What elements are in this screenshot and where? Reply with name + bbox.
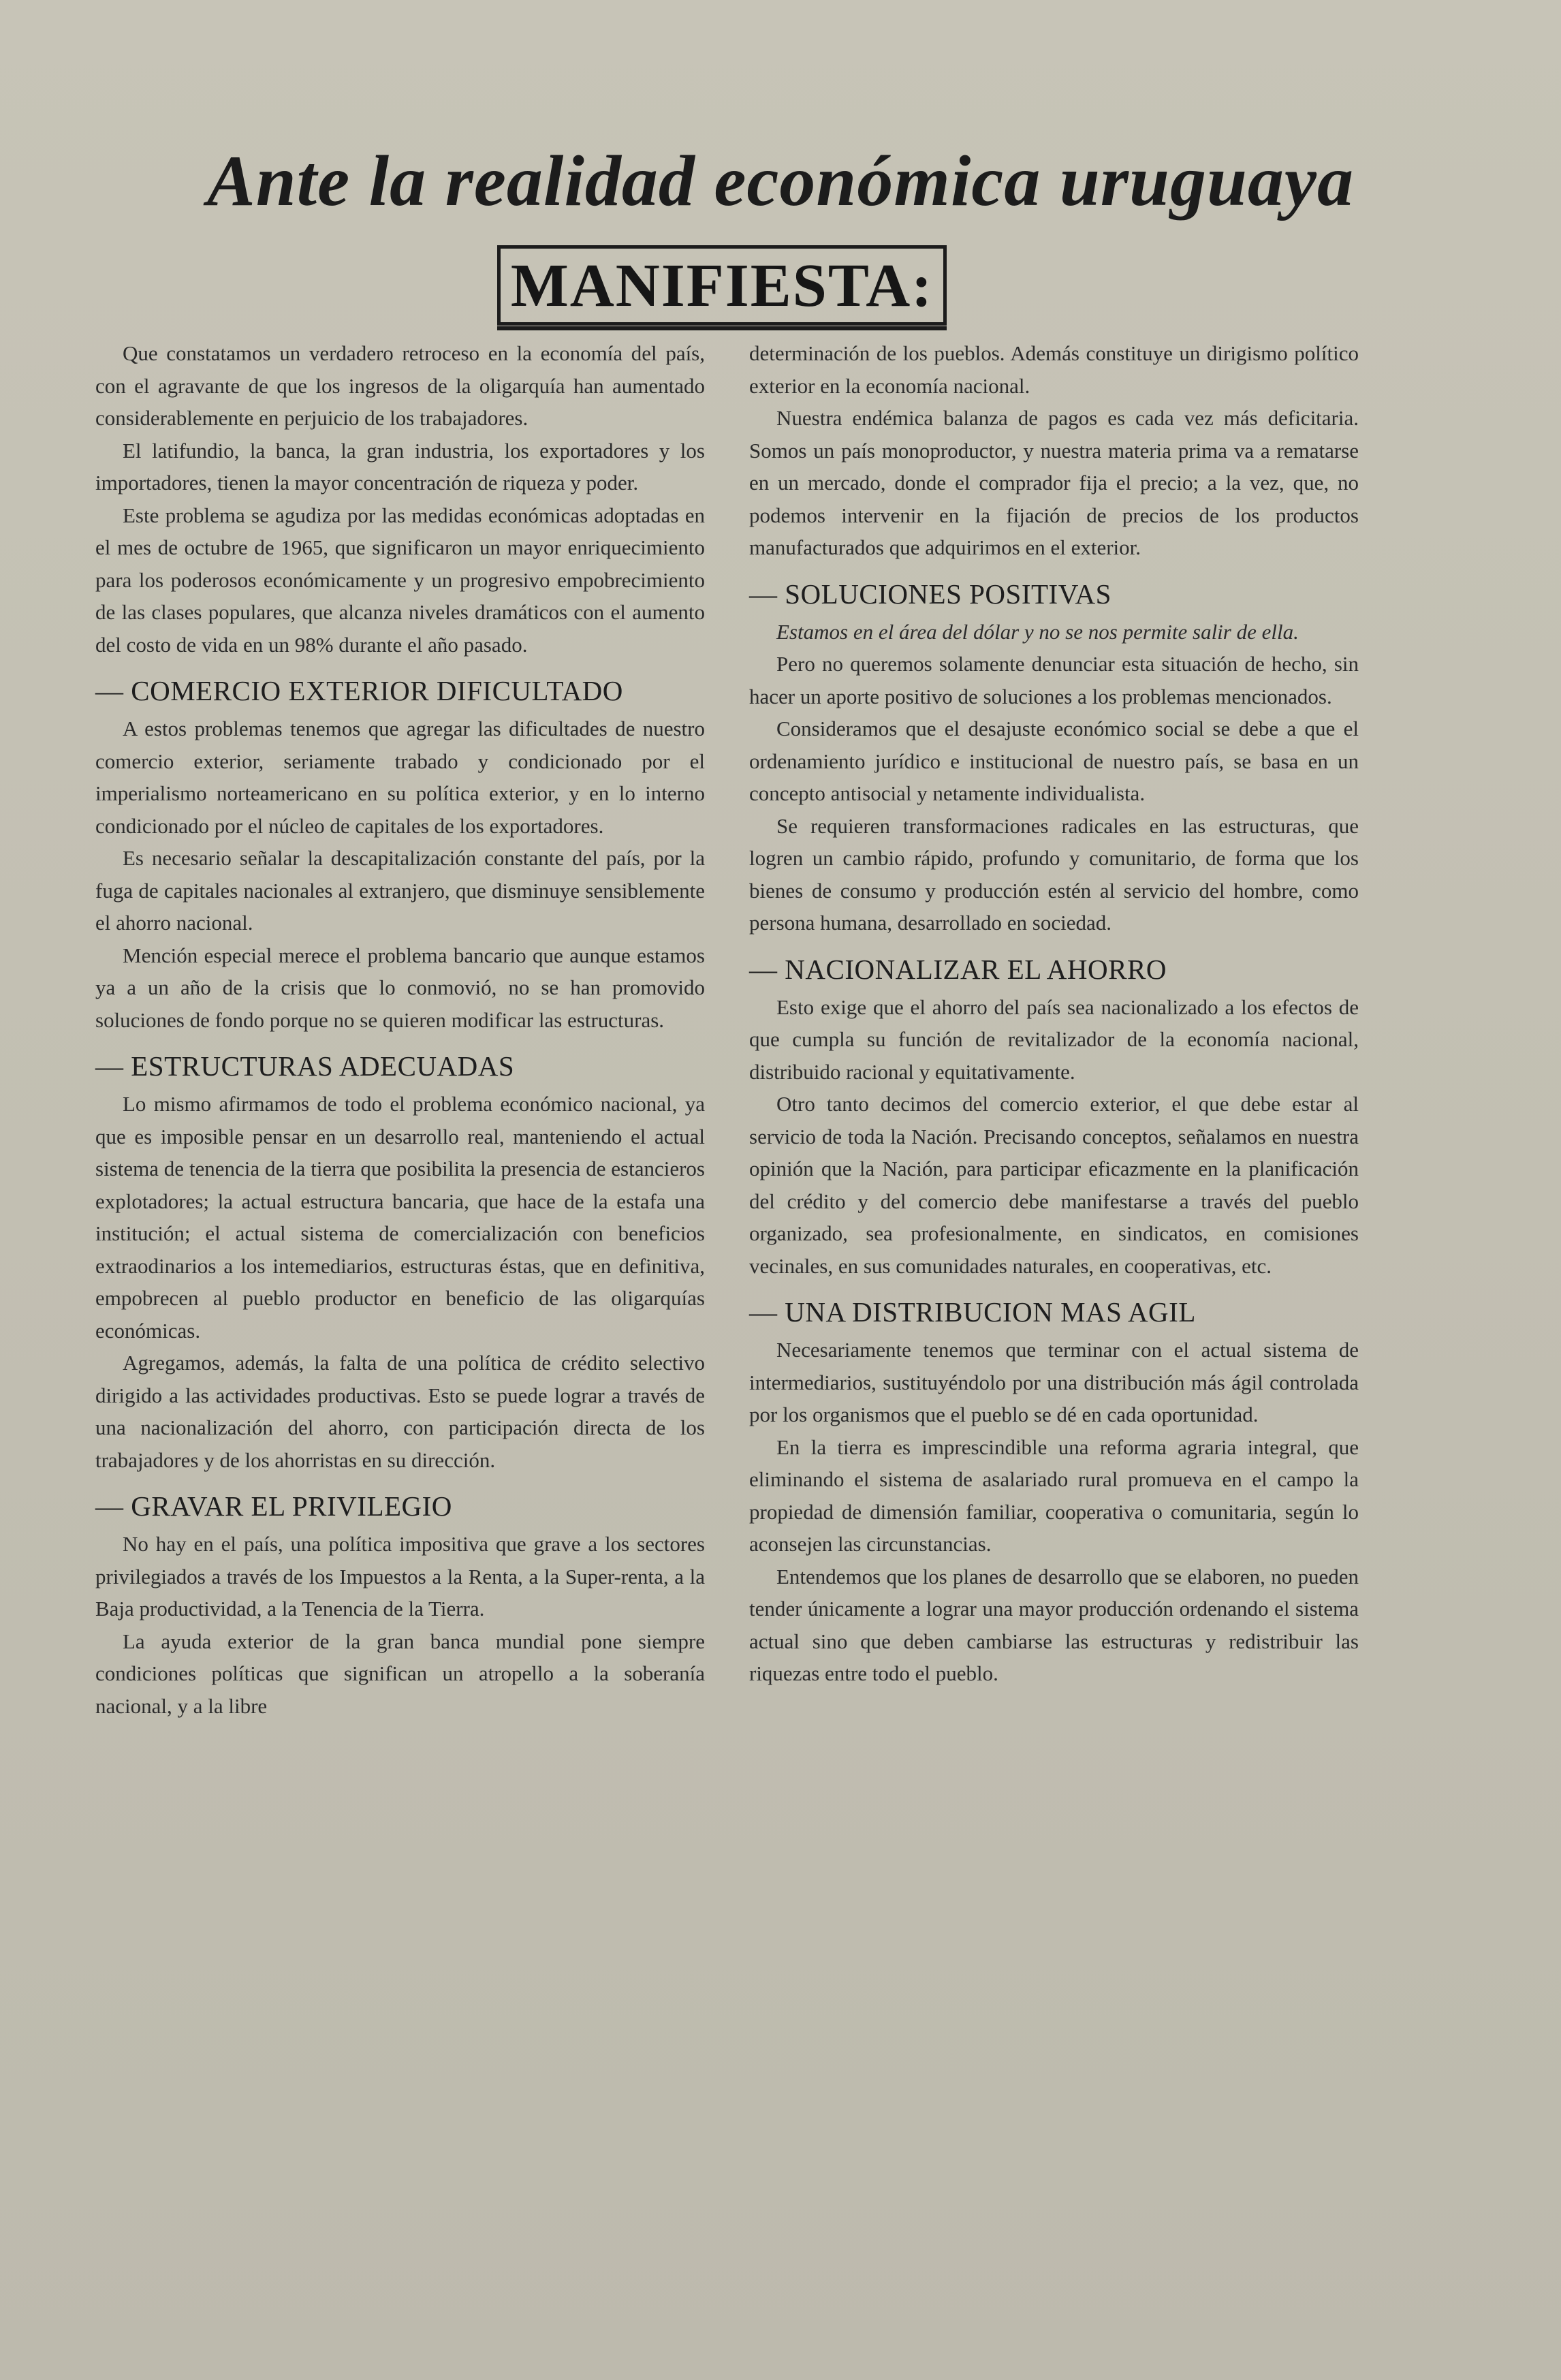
paragraph: Consideramos que el desajuste económico social se debe a que el ordenamiento jurídico e institucional de nuestro país, se basa en un concepto antisocial y netamente individualista. [749,717,1359,805]
right-column [749,337,1359,1690]
paragraph: determinación de los pueblos. Además constituye un dirigismo político exterior en la economía nacional. [749,341,1359,398]
paragraph: Pero no queremos solamente denunciar esta situación de hecho, sin hacer un aporte positivo de soluciones a los problemas mencionados. [749,652,1359,708]
paragraph: Que constatamos un verdadero retroceso en la economía del país, con el agravante de que los ingresos de la oligarquía han aumentado considerablemente en perjuicio de los trabajadores. [95,341,705,430]
section-heading-soluciones-positivas: — SOLUCIONES POSITIVAS [749,578,1111,610]
manifiesta-banner: MANIFIESTA: [497,245,947,326]
paragraph: Otro tanto decimos del comercio exterior, el que debe estar al servicio de toda la Nación. Precisando conceptos, señalamos en nuestra opinión que la Nación, para participar eficazmente en la planificación del crédito y del comercio debe manifestarse a través del pueblo organizado, sea profesionalmente, en sindicatos, en comisiones vecinales, en sus comunidades naturales, en cooperativas, etc. [749,1092,1359,1278]
paragraph: Entendemos que los planes de desarrollo que se elaboren, no pueden tender únicamente a lograr una mayor producción ordenando el sistema actual sino que deben cambiarse las estructuras y redistribuir las riquezas entre todo el pueblo. [749,1564,1359,1685]
section-heading-comercio-exterior: — COMERCIO EXTERIOR DIFICULTADO [95,675,623,706]
paragraph: A estos problemas tenemos que agregar las dificultades de nuestro comercio exterior, seriamente trabado y condicionado por el imperialismo norteamericano en su política exterior, y en lo interno condicionado por el núcleo de capitales de los exportadores. [95,717,705,838]
paragraph: Nuestra endémica balanza de pagos es cada vez más deficitaria. Somos un país monoproductor, y nuestra materia prima va a rematarse en un mercado, donde el comprador fija el precio; a la vez, que, no podemos intervenir en la fijación de precios de los productos manufacturados que adquirimos en el exterior. [749,406,1359,559]
paragraph: No hay en el país, una política impositiva que grave a los sectores privilegiados a través de los Impuestos a la Renta, a la Super-renta, a la Baja productividad, a la Tenencia de la Tierra. [95,1532,705,1620]
section-heading-distribucion-agil: — UNA DISTRIBUCION MAS AGIL [749,1296,1196,1328]
paragraph: En la tierra es imprescindible una reforma agraria integral, que eliminando el sistema de asalariado rural promueva en el campo la propiedad de dimensión familiar, cooperativa o comunitaria, según lo aconsejen las circunstancias. [749,1435,1359,1556]
paragraph: Se requieren transformaciones radicales en las estructuras, que logren un cambio rápido, profundo y comunitario, de forma que los bienes de consumo y producción estén al servicio del hombre, como persona humana, desarrollado en sociedad. [749,813,1359,935]
paragraph: Esto exige que el ahorro del país sea nacionalizado a los efectos de que cumpla su función de revitalizador de la economía nacional, distribuido racional y equitativamente. [749,995,1359,1084]
paragraph: Necesariamente tenemos que terminar con el actual sistema de intermediarios, sustituyéndolo por una distribución más ágil controlada por los organismos que el pueblo se dé en cada oportunidad. [749,1338,1359,1426]
section-heading-gravar-privilegio: — GRAVAR EL PRIVILEGIO [95,1490,452,1522]
section-heading-estructuras-adecuadas: — ESTRUCTURAS ADECUADAS [95,1050,515,1082]
paragraph: El latifundio, la banca, la gran industria, los exportadores y los importadores, tienen la mayor concentración de riqueza y poder. [95,438,705,495]
paragraph: Es necesario señalar la descapitalización constante del país, por la fuga de capitales nacionales al extranjero, que disminuye sensiblemente el ahorro nacional. [95,846,705,935]
paragraph: La ayuda exterior de la gran banca mundial pone siempre condiciones políticas que significan un atropello a la soberanía nacional, y a la libre [95,1629,705,1718]
paragraph: Lo mismo afirmamos de todo el problema económico nacional, ya que es imposible pensar en un desarrollo real, manteniendo el actual sistema de tenencia de la tierra que posibilita la presencia de estancieros explotadores; la actual estructura bancaria, que hace de la estafa una institución; el actual sistema de comercialización con beneficios extraodinarios a los intemediarios, estructuras éstas, que en definitiva, empobrecen al pueblo productor en beneficio de las oligarquías económicas. [95,1092,705,1343]
paragraph: Este problema se agudiza por las medidas económicas adoptadas en el mes de octubre de 1965, que significaron un mayor enriquecimiento para los poderosos económicamente y un progresivo empobrecimiento de las clases populares, que alcanza niveles dramáticos con el aumento del costo de vida en un 98% durante el año pasado. [95,503,705,657]
left-column [95,337,705,1722]
paragraph: Agregamos, además, la falta de una política de crédito selectivo dirigido a las actividades productivas. Esto se puede lograr a través de una nacionalización del ahorro, con participación directa de los trabajadores y de los ahorristas en su dirección. [95,1351,705,1472]
section-heading-nacionalizar-ahorro: — NACIONALIZAR EL AHORRO [749,953,1167,985]
page-title: Ante la realidad económica uruguaya [207,141,1354,221]
lead-paragraph: Estamos en el área del dólar y no se nos permite salir de ella. [776,619,1299,644]
paragraph: Mención especial merece el problema bancario que aunque estamos ya a un año de la crisis que lo conmovió, no se han promovido soluciones de fondo porque no se quieren modificar las estructuras. [95,943,705,1032]
